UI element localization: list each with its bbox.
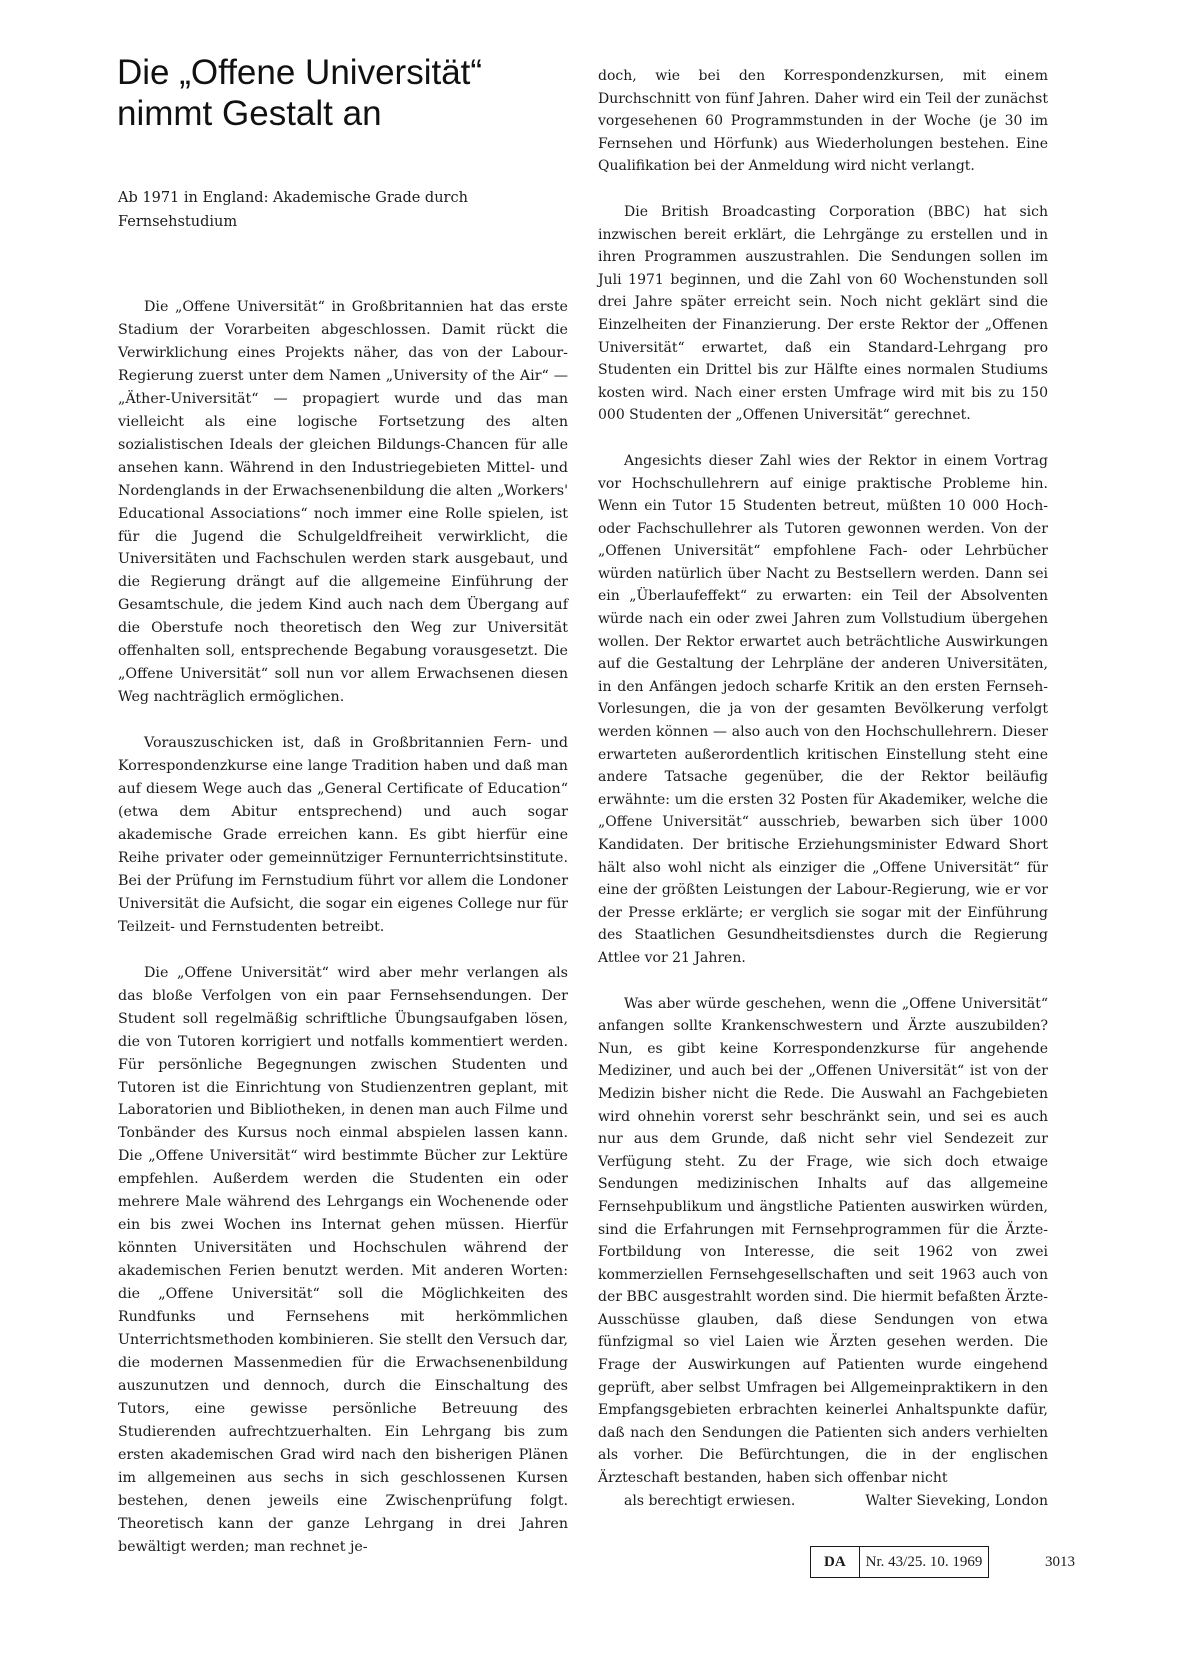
publication-logo: DA <box>811 1547 860 1577</box>
paragraph: Die „Offene Universität“ in Großbritannien hat das erste Stadium der Vorarbeiten abgeschlossen. Damit rückt die Verwirklichung eines Projekts näher, das von der Labour-Regierung zuerst unter dem Namen „University of the Air“ — „Äther-Universität“ — propagiert wurde und das man vielleicht als eine logische Fortsetzung des alten sozialistischen Ideals der gleichen Bildungs-Chancen für alle ansehen kann. Während in den Industriegebieten Mittel- und Nordenglands in der Erwachsenenbildung die alten „Workers' Educational Associations“ noch immer eine Rolle spielen, ist für die Jugend die Schulgeldfreiheit verwirklicht, die Universitäten und Fachschulen werden stark ausgebaut, und die Regierung drängt auf die allgemeine Einführung der Gesamtschule, die jedem Kind auch nach dem Übergang auf die Oberstufe noch theoretisch den Weg zur Universität offenhalten soll, entsprechende Begabung vorausgesetzt. Die „Offene Universität“ soll nun vor allem Erwachsenen diesen Weg nachträglich ermöglichen. <box>118 299 568 706</box>
paragraph: Angesichts dieser Zahl wies der Rektor in einem Vortrag vor Hochschullehrern auf einige praktische Probleme hin. Wenn ein Tutor 15 Studenten betreut, müßten 10 000 Hoch- oder Fachschullehrer als Tutoren gewonnen werden. Von der „Offenen Universität“ empfohlene Fach- oder Lehrbücher würden natürlich über Nacht zu Bestsellern werden. Dann sei ein „Überlaufeffekt“ zu erwarten: ein Teil der Absolventen würde nach ein oder zwei Jahren zum Vollstudium übergehen wollen. Der Rektor erwartet auch beträchtliche Auswirkungen auf die Gestaltung der Lehrpläne der anderen Universitäten, in den Anfängen jedoch scharfe Kritik an den ersten Fernseh-Vorlesungen, die ja von der gesamten Bevölkerung verfolgt werden können — also auch von den Hochschullehrern. Dieser erwarteten außerordentlich kritischen Einstellung steht eine andere Tatsache gegenüber, die der Rektor beiläufig erwähnte: um die ersten 32 Posten für Akademiker, welche die „Offene Universität“ ausschrieb, bewarben sich über 1000 Kandidaten. Der britische Erziehungsminister Edward Short hält also wohl nicht als einziger die „Offene Universität“ für eine der größten Leistungen der Labour-Regierung, wie er vor der Presse erklärte; er verglich sie sogar mit der Einführung des Staatlichen Gesundheitsdienstes durch die Regierung Attlee vor 21 Jahren. <box>598 452 1048 966</box>
article-subtitle: Ab 1971 in England: Akademische Grade durch Fernsehstudium <box>118 190 468 230</box>
left-column <box>118 296 568 1559</box>
issue-box <box>810 1546 989 1578</box>
paragraph-text: Was aber würde geschehen, wenn die „Offene Universität“ anfangen sollte Krankenschwestern und Ärzte auszubilden? Nun, es gibt keine Korrespondenzkurse für angehende Mediziner, und auch bei der „Offenen Universität“ ist von der Medizin bisher nicht die Rede. Die Auswahl an Fachgebieten wird ohnehin vorerst sehr beschränkt sein, und sei es auch nur aus dem Grunde, daß nicht sehr viel Sendezeit zur Verfügung steht. Zu der Frage, wie sich doch etwaige Sendungen medizinischen Inhalts auf das allgemeine Fernsehpublikum und ängstliche Patienten auswirken würden, sind die Erfahrungen mit Fernsehprogrammen für die Ärzte-Fortbildung von Interesse, die seit 1962 von zwei kommerziellen Fernsehgesellschaften und seit 1963 auch von der BBC ausgestrahlt worden sind. Die hiermit befaßten Ärzte-Ausschüsse glauben, daß diese Sendungen von etwa fünfzigmal so viel Laien wie Ärzten gesehen werden. Die Frage der Auswirkungen auf Patienten wurde eingehend geprüft, aber selbst Umfragen bei Allgemeinpraktikern in den Empfangsgebieten erbrachten keinerlei Anhaltspunkte dafür, daß nach den Sendungen die Patienten sich anders verhielten als vorher. Die Befürchtungen, die in der englischen Ärzteschaft bestanden, haben sich offenbar nicht <box>598 995 1048 1487</box>
paragraph-continuation: doch, wie bei den Korrespondenzkursen, mit einem Durchschnitt von fünf Jahren. Daher wird ein Teil der zunächst vorgesehenen 60 Programmstunden in der Woche (je 30 im Fernsehen und Hörfunk) aus Wiederholungen bestehen. Eine Qualifikation bei der Anmeldung wird nicht verlangt. <box>598 68 1048 175</box>
paragraph <box>598 993 1048 1513</box>
paragraph: Die „Offene Universität“ wird aber mehr verlangen als das bloße Verfolgen von ein paar Fernsehsendungen. Der Student soll regelmäßig schriftliche Übungsaufgaben lösen, die von Tutoren korrigiert und notfalls kommentiert werden. Für persönliche Begegnungen zwischen Studenten und Tutoren ist die Einrichtung von Studienzentren geplant, mit Laboratorien und Bibliotheken, in denen man auch Filme und Tonbänder des Kursus noch einmal abspielen lassen kann. Die „Offene Universität“ wird bestimmte Bücher zur Lektüre empfehlen. Außerdem werden die Studenten ein oder mehrere Male während des Lehrgangs ein Wochenende oder ein bis zwei Wochen ins Internat gehen müssen. Hierfür könnten Universitäten und Hochschulen während der akademischen Ferien benutzt werden. Mit anderen Worten: die „Offene Universität“ soll die Möglichkeiten des Rundfunks und Fernsehens mit herkömmlichen Unterrichtsmethoden kombinieren. Sie stellt den Versuch dar, die modernen Massenmedien für die Erwachsenenbildung auszunutzen und dennoch, durch die Einschaltung des Tutors, eine gewisse persönliche Betreuung des Studierenden aufrechtzuerhalten. Ein Lehrgang bis zum ersten akademischen Grad wird nach den bisherigen Plänen im allgemeinen aus sechs in sich geschlossenen Kursen bestehen, denen jeweils eine Zwischenprüfung folgt. Theoretisch kann der ganze Lehrgang in drei Jahren bewältigt werden; man rechnet je- <box>118 964 568 1555</box>
paragraph: Vorauszuschicken ist, daß in Großbritannien Fern- und Korrespondenzkurse eine lange Tradition haben und daß man auf diesem Wege auch das „General Certificate of Education“ (etwa dem Abitur entsprechend) und auch sogar akademische Grade erreichen kann. Es gibt hierfür eine Reihe privater oder gemeinnütziger Fernunterrichtsinstitute. Bei der Prüfung im Fernstudium führt vor allem die Londoner Universität die Aufsicht, die sogar ein eigenes College nur für Teilzeit- und Fernstudenten betreibt. <box>118 735 568 935</box>
page-number: 3013 <box>1045 1554 1075 1570</box>
article-title: Die „Offene Universität“ nimmt Gestalt an <box>117 53 483 133</box>
paragraph: Die British Broadcasting Corporation (BBC) hat sich inzwischen bereit erklärt, die Lehrgänge zu erstellen und in ihren Programmen auszustrahlen. Die Sendungen sollen im Juli 1971 beginnen, und die Zahl von 60 Wochenstunden soll drei Jahre später erreicht sein. Noch nicht geklärt sind die Einzelheiten der Finanzierung. Der erste Rektor der „Offenen Universität“ erwartet, daß ein Standard-Lehrgang pro Studenten ein Drittel bis zur Hälfte eines normalen Studiums kosten wird. Nach einer ersten Umfrage wird mit bis zu 150 000 Studenten der „Offenen Universität“ gerechnet. <box>598 203 1048 424</box>
closing-text: als berechtigt erwiesen. <box>624 1492 796 1509</box>
right-column <box>598 65 1048 1512</box>
author-signature: Walter Sieveking, London <box>865 1492 1048 1509</box>
closing-line <box>598 1490 1048 1513</box>
issue-info: Nr. 43/25. 10. 1969 <box>865 1554 983 1570</box>
